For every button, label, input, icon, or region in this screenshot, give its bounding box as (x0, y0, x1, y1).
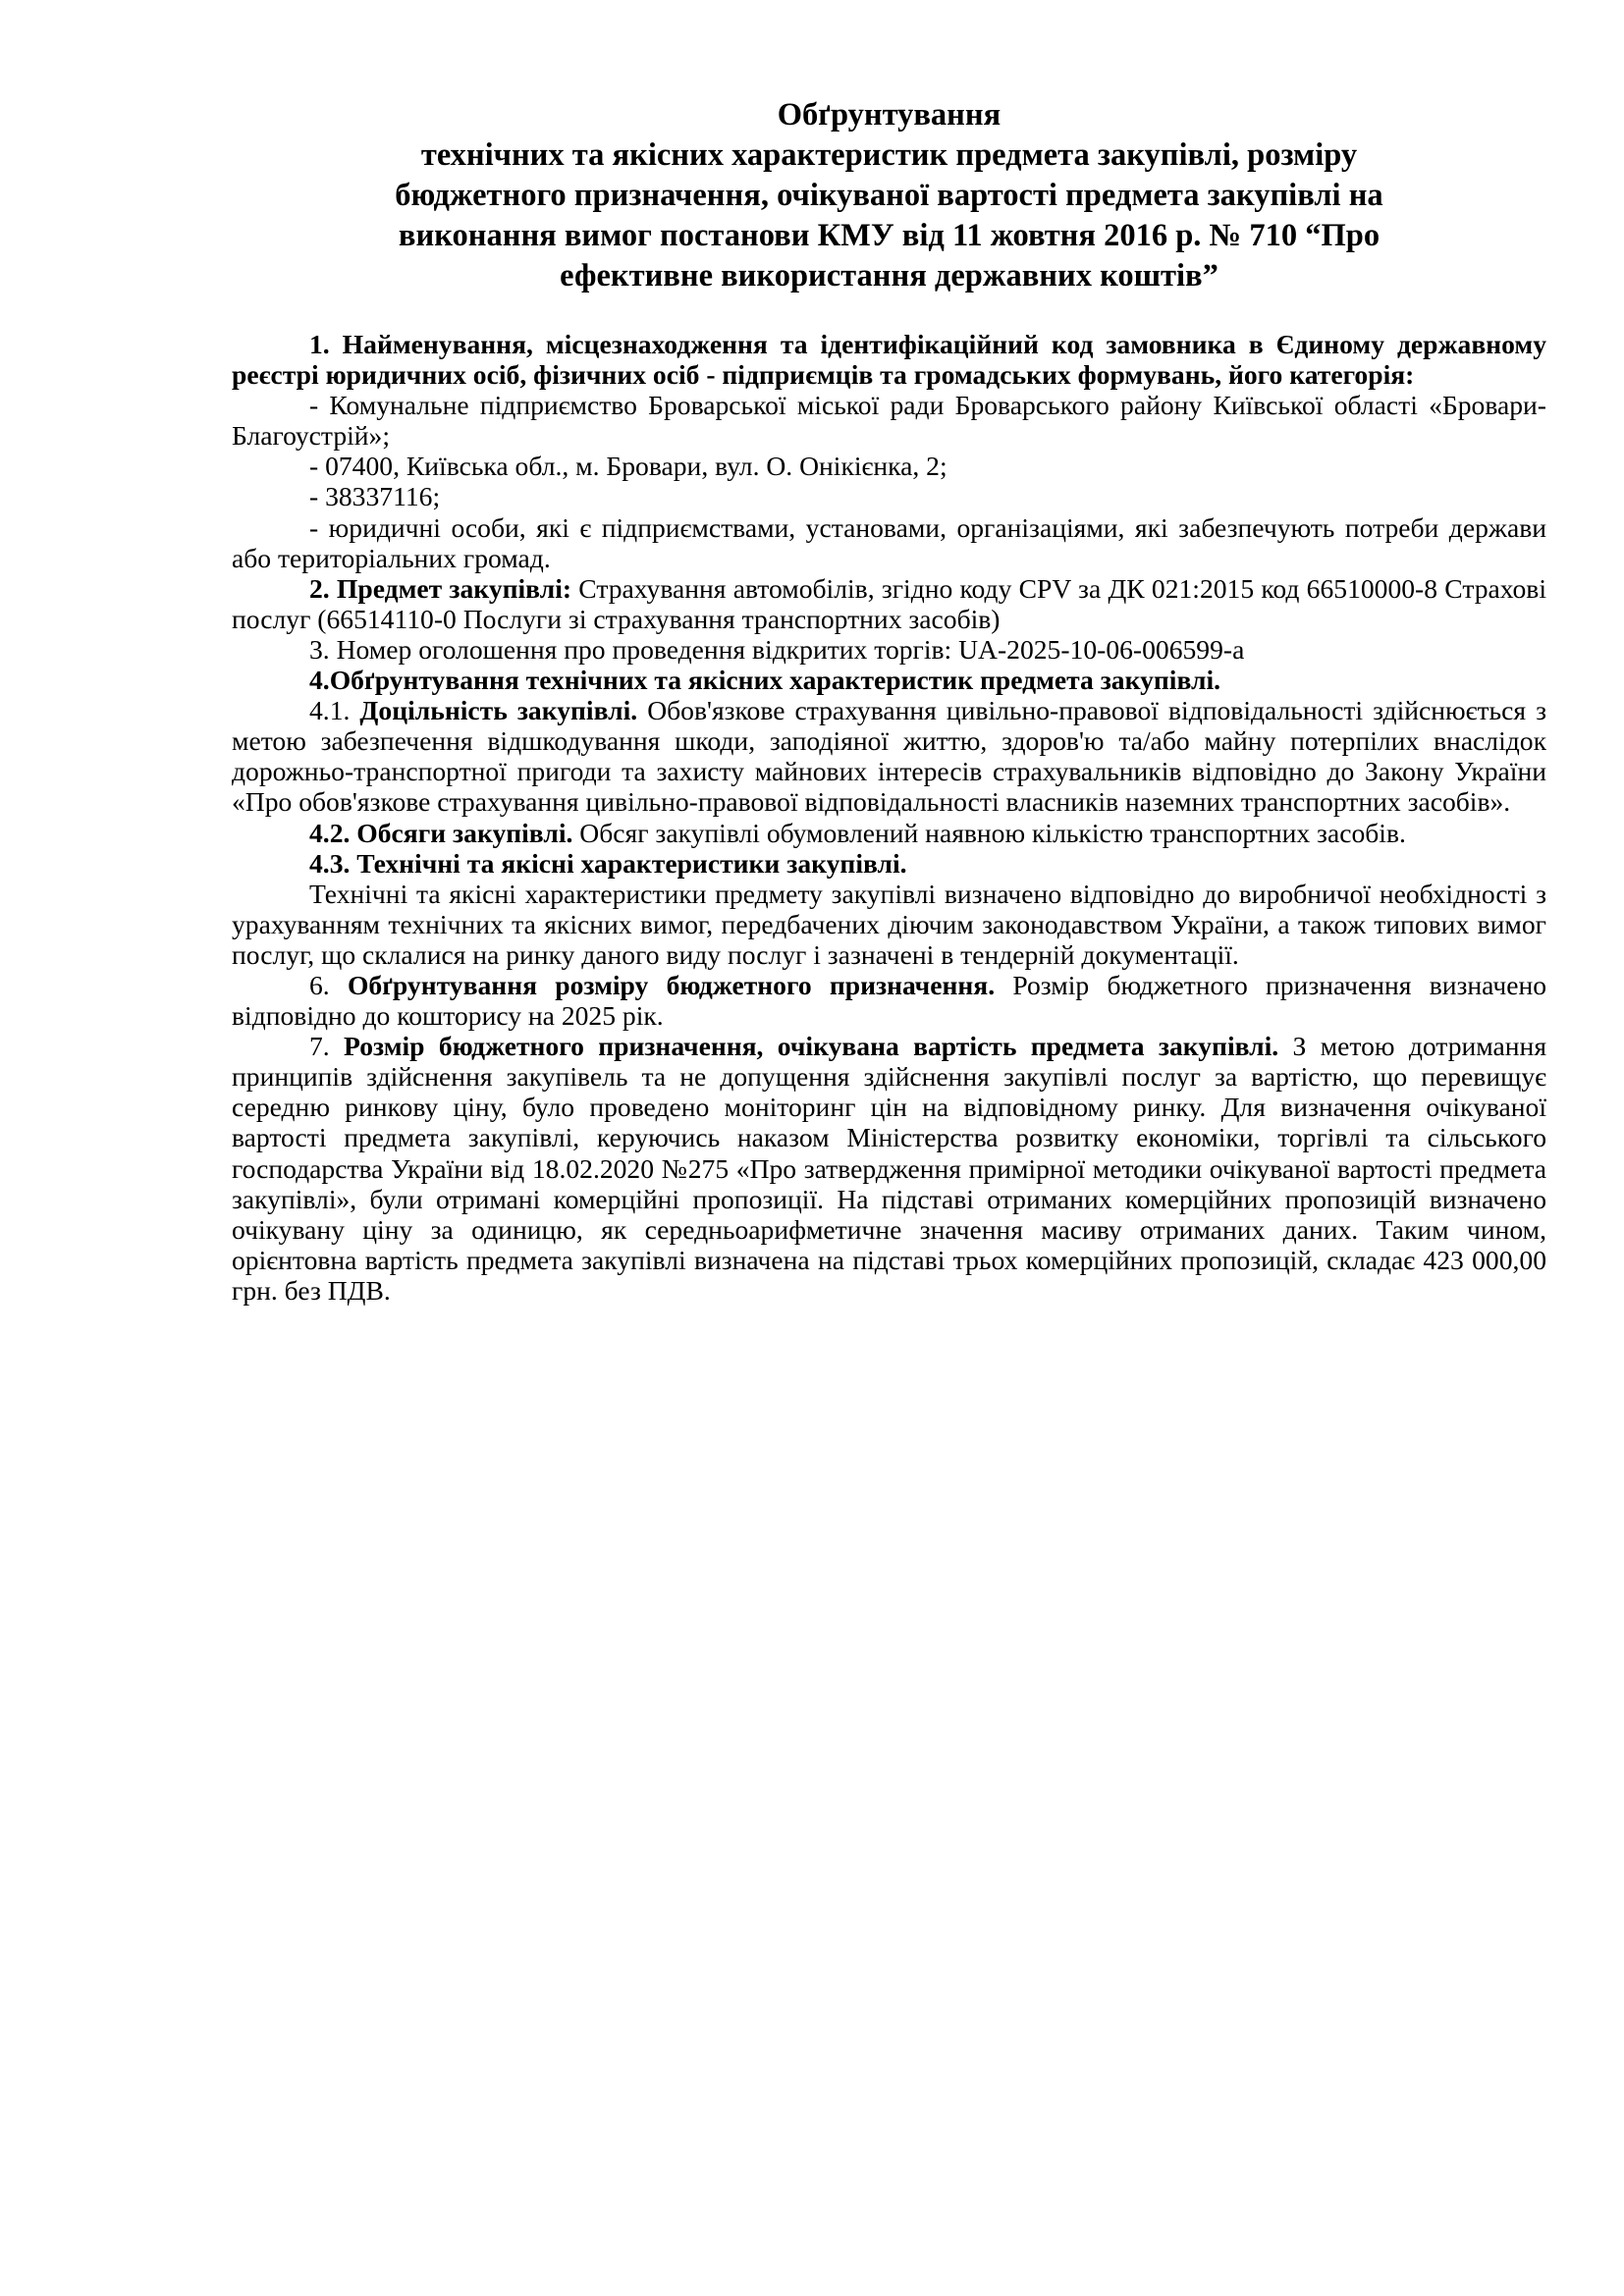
section-4-2-text: Обсяг закупівлі обумовлений наявною кількістю транспортних засобів. (572, 817, 1406, 848)
section-4-1-text: Обов'язкове страхування цивільно-правової відповідальності здійснюється з метою забезпечення відшкодування шкоди, заподіяної життю, здоров'ю та/або майну потерпілих внаслідок дорожньо-транспортної пригоди та захисту майнових інтересів страхувальників відповідно до Закону України «Про обов'язкове страхування цивільно-правової відповідальності власників наземних транспортних засобів». (232, 695, 1546, 818)
section-7-text: З метою дотримання принципів здійснення закупівель та не допущення здійснення закупівлі послуг за вартістю, що перевищує середню ринкову ціну, було проведено моніторинг цін на відповідному ринку. Для визначення очікуваної вартості предмета закупівлі, керуючись наказом Міністерства розвитку економіки, торгівлі та сільського господарства України від 18.02.2020 №275 «Про затвердження примірної методики очікуваної вартості предмета закупівлі», були отримані комерційні пропозиції. На підставі отриманих комерційних пропозицій визначено очікувану ціну за одиницю, як середньоарифметичне значення масиву отриманих даних. Таким чином, орієнтовна вартість предмета закупівлі визначена на підставі трьох комерційних пропозицій, складає 423 000,00 грн. без ПДВ. (232, 1031, 1547, 1306)
customer-category: - юридичні особи, які є підприємствами, установами, організаціями, які забезпечують потреби держави або територіальних громад. (232, 511, 1546, 573)
section-4-1-label: Доцільність закупівлі. (359, 695, 638, 726)
section-4-1 (232, 695, 1546, 817)
section-4-heading (232, 665, 1546, 695)
section-4-heading-text: 4.Обґрунтування технічних та якісних характеристик предмета закупівлі. (309, 665, 1221, 696)
section-7 (232, 1031, 1546, 1306)
section-6-text: Розмір бюджетного призначення визначено відповідно до кошторису на 2025 рік. (232, 969, 1547, 1032)
customer-code: - 38337116; (309, 481, 441, 512)
section-2-text: Страхування автомобілів, згідно коду CPV за ДК 021:2015 код 66510000-8 Страхові послуг (66514110-0 Послуги зі страхування транспортних засобів) (232, 572, 1547, 634)
section-4-2-label: 4.2. Обсяги закупівлі. (309, 817, 573, 848)
section-4-2 (232, 818, 1546, 848)
section-6-label: Обґрунтування розміру бюджетного призначення. (347, 969, 996, 1000)
document-body (232, 329, 1546, 1306)
title-line-5: ефективне використання державних коштів” (560, 258, 1218, 294)
title-line-2: технічних та якісних характеристик предмета закупівлі, розміру (420, 137, 1358, 173)
title-line-4: виконання вимог постанови КМУ від 11 жовтня 2016 р. № 710 “Про (398, 218, 1380, 253)
section-3: 3. Номер оголошення про проведення відкритих торгів: UA-2025-10-06-006599-a (309, 633, 1245, 665)
title-line-3: бюджетного призначення, очікуваної вартості предмета закупівлі на (395, 178, 1383, 213)
section-6-number: 6. (309, 969, 348, 1000)
section-7-label: Розмір бюджетного призначення, очікувана вартість предмета закупівлі. (344, 1031, 1279, 1062)
section-4-3-heading (232, 848, 1546, 879)
section-2 (232, 573, 1546, 634)
section-1-heading (232, 329, 1546, 390)
customer-name: - Комунальне підприємство Броварської міської ради Броварського району Київської області «Бровари-Благоустрій»; (232, 390, 1546, 452)
section-6 (232, 970, 1546, 1031)
section-7-number: 7. (309, 1031, 345, 1062)
section-1-heading-text: 1. Найменування, місцезнаходження та ідентифікаційний код замовника в Єдиному державному реєстрі юридичних осіб, фізичних осіб - підприємців та громадських формувань, його категорія: (232, 329, 1546, 391)
section-4-1-number: 4.1. (309, 695, 360, 726)
document-title (232, 95, 1546, 296)
customer-address: - 07400, Київська обл., м. Бровари, вул. О. Онікієнка, 2; (309, 451, 947, 482)
document-page (232, 95, 1546, 1306)
section-2-label: 2. Предмет закупівлі: (309, 572, 572, 604)
title-line-1: Обґрунтування (777, 97, 1001, 133)
section-4-3-label: 4.3. Технічні та якісні характеристики закупівлі. (309, 847, 907, 879)
section-4-3-text: Технічні та якісні характеристики предмету закупівлі визначено відповідно до виробничої необхідності з урахуванням технічних та якісних вимог, передбачених діючим законодавством України, а також типових вимог послуг, що склалися на ринку даного виду послуг і зазначені в тендерній документації. (232, 878, 1546, 970)
